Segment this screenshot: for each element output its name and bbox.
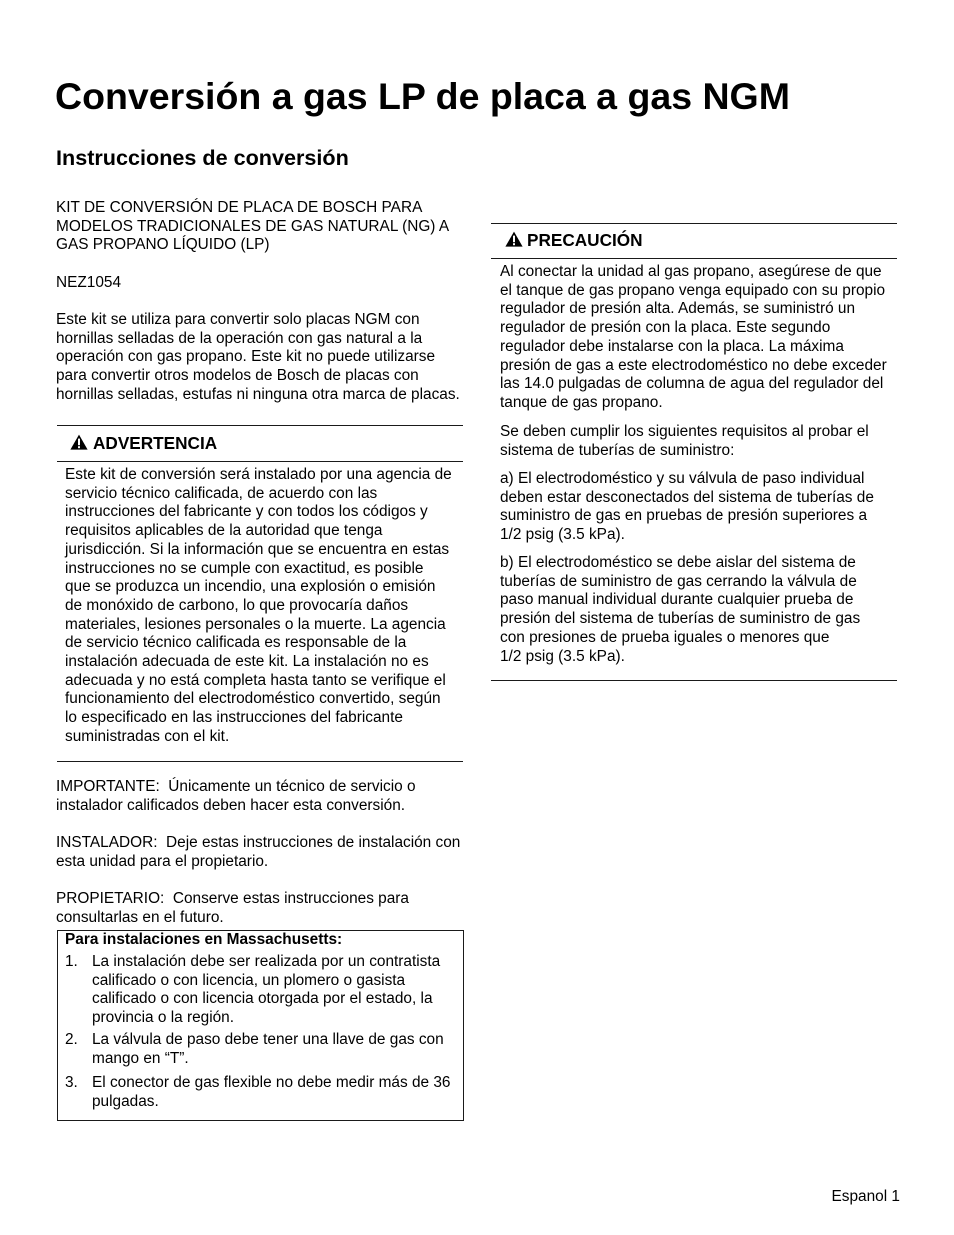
- caution-heading-divider: [491, 258, 897, 259]
- warning-body: Este kit de conversión será instalado por una agencia de servicio técnico calificada, de acuerdo con las instrucciones del fabricante y con todos los códigos y requisitos aplicables de la autoridad que tenga jurisdicción. Si la información que se encuentra en estas instrucciones no se cumple con exactitud, es posible que se produzca un incendio, una explosión o emisión de monóxido de carbono, lo que provocaría daños materiales, lesiones personales o la muerte. La agencia de servicio técnico calificada es responsable de la instalación adecuada de este kit. La instalación no es adecuada y no está completa hasta tanto se verifique el funcionamiento del electrodoméstico convertido, según lo especificado en las instrucciones del fabricante suministradas con el kit.: [65, 466, 452, 745]
- owner-note: PROPIETARIO: Conserve estas instrucciones para consultarlas en el futuro.: [56, 890, 409, 926]
- page-number: Espanol 1: [831, 1188, 900, 1205]
- installer-note: INSTALADOR: Deje estas instrucciones de instalación con esta unidad para el propietario.: [56, 834, 461, 870]
- warning-top-divider: [57, 425, 463, 426]
- model-number: NEZ1054: [56, 274, 122, 291]
- warning-bottom-divider: [57, 761, 463, 762]
- kit-description: KIT DE CONVERSIÓN DE PLACA DE BOSCH PARA MODELOS TRADICIONALES DE GAS NATURAL (NG) A GAS PROPANO LÍQUIDO (LP): [56, 199, 450, 254]
- warning-heading: ADVERTENCIA: [93, 433, 218, 453]
- list-item-number: 1.: [65, 953, 78, 970]
- caution-bottom-divider: [491, 680, 897, 681]
- list-item: La válvula de paso debe tener una llave de gas con mango en “T”.: [92, 1031, 444, 1067]
- page-title: Conversión a gas LP de placa a gas NGM: [55, 75, 790, 117]
- important-note: IMPORTANTE: Únicamente un técnico de servicio o instalador calificados deben hacer esta conversión.: [56, 778, 416, 814]
- caution-paragraph: b) El electrodoméstico se debe aislar del sistema de tuberías de suministro de gas cerrando la válvula de paso manual individual durante cualquier prueba de presión del sistema de tuberías de suministro de gas con presiones de prueba iguales o menores que 1/2 psig (3.5 kPa).: [500, 554, 861, 665]
- section-heading: Instrucciones de conversión: [56, 145, 349, 170]
- massachusetts-heading: Para instalaciones en Massachusetts:: [65, 931, 343, 948]
- warning-triangle-icon: [505, 231, 523, 247]
- list-item-number: 3.: [65, 1074, 78, 1091]
- caution-paragraph: Al conectar la unidad al gas propano, asegúrese de que el tanque de gas propano venga equipado con su propio regulador de presión alta. Además, se suministró un regulador de presión con la placa. Este segundo regulador debe instalarse con la placa. La máxima presión de gas a este electrodoméstico no debe exceder las 14.0 pulgadas de columna de agua del regulador del tanque de gas propano.: [500, 263, 887, 411]
- warning-triangle-icon: [70, 434, 88, 450]
- caution-paragraph: Se deben cumplir los siguientes requisitos al probar el sistema de tuberías de suministro:: [500, 423, 869, 459]
- caution-top-divider: [491, 223, 897, 224]
- list-item: El conector de gas flexible no debe medir más de 36 pulgadas.: [92, 1074, 451, 1110]
- caution-heading: PRECAUCIÓN: [527, 230, 643, 250]
- warning-heading-divider: [57, 461, 463, 462]
- intro-paragraph: Este kit se utiliza para convertir solo placas NGM con hornillas selladas de la operación con gas natural a la operación con gas propano. Este kit no puede utilizarse para convertir otros modelos de Bosch de placas con hornillas selladas, estufas ni ninguna otra marca de placas.: [56, 311, 460, 403]
- list-item: La instalación debe ser realizada por un contratista calificado o con licencia, un plomero o gasista calificado o con licencia otorgada por el estado, la provincia o la región.: [92, 953, 441, 1027]
- caution-paragraph: a) El electrodoméstico y su válvula de paso individual deben estar desconectados del sistema de tuberías de suministro de gas en pruebas de presión superiores a 1/2 psig (3.5 kPa).: [500, 470, 874, 544]
- list-item-number: 2.: [65, 1031, 78, 1048]
